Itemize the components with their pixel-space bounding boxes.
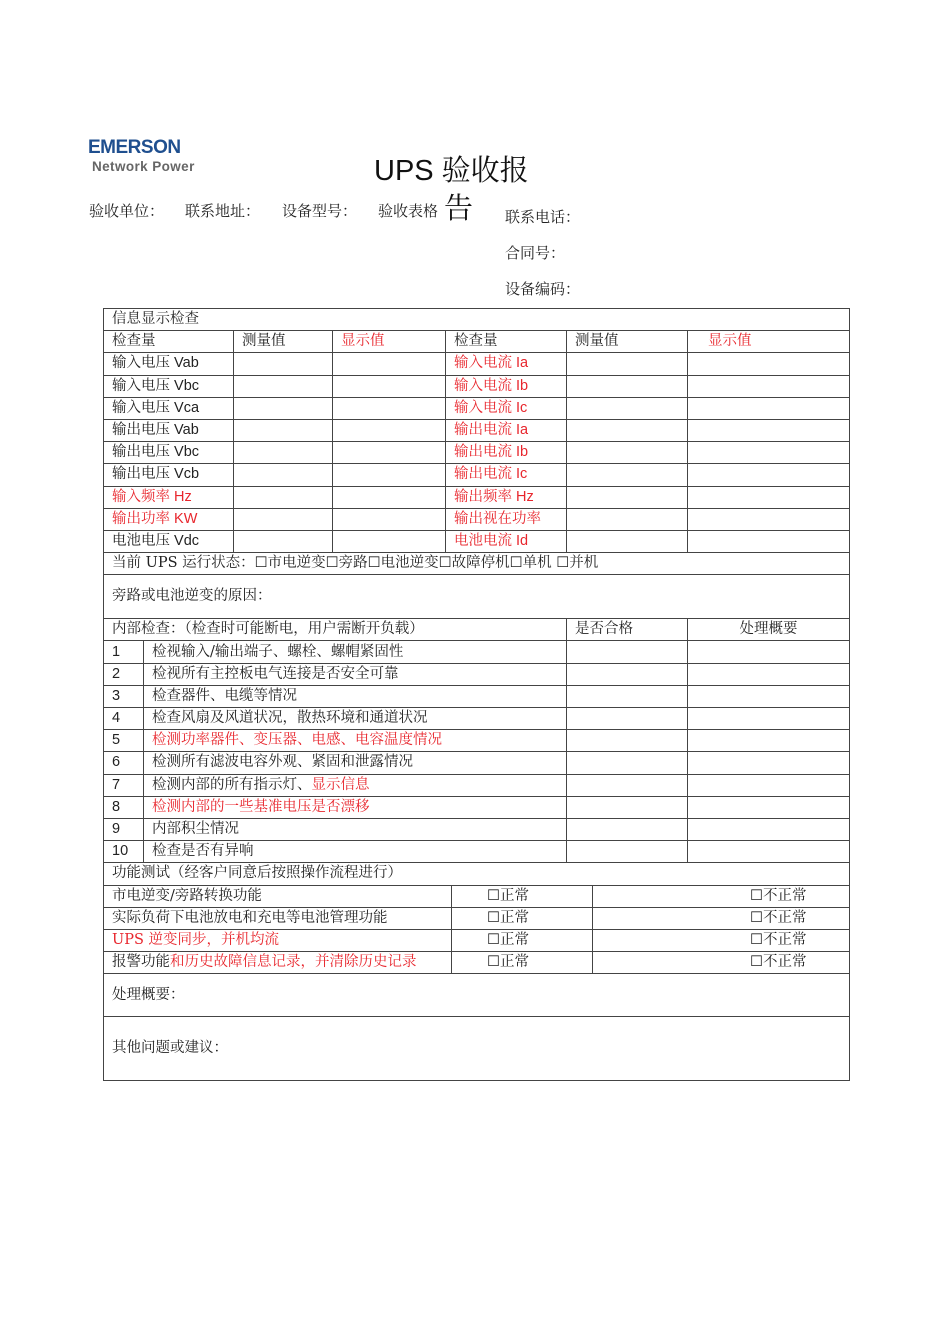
info-row	[104, 353, 850, 375]
info-row	[104, 530, 850, 552]
internal-check-row	[104, 730, 850, 752]
measured-value-right[interactable]	[567, 508, 688, 530]
header-measured-2: 测量值	[567, 331, 688, 353]
equipment-code-label: 设备编码：	[505, 280, 581, 298]
check-item-left: 输出功率 KW	[104, 508, 234, 530]
status-row	[104, 553, 850, 575]
info-section-title: 信息显示检查	[104, 309, 850, 331]
normal-checkbox[interactable]: ☐正常	[452, 907, 593, 929]
info-row	[104, 464, 850, 486]
item-description	[144, 685, 567, 707]
internal-check-row	[104, 708, 850, 730]
pass-cell[interactable]	[567, 841, 688, 863]
measured-value-right[interactable]	[567, 486, 688, 508]
internal-check-row	[104, 685, 850, 707]
item-text: 检测功率器件、变压器、电感、电容温度情况	[152, 732, 442, 749]
item-description	[144, 641, 567, 663]
check-item-left: 输出电压 Vcb	[104, 464, 234, 486]
normal-checkbox[interactable]: ☐正常	[452, 929, 593, 951]
measured-value-right[interactable]	[567, 530, 688, 552]
item-number: 9	[104, 818, 144, 840]
function-test-title: 功能测试（经客户同意后按照操作流程进行）	[104, 863, 850, 885]
header-measured: 测量值	[234, 331, 333, 353]
info-header-row	[104, 331, 850, 353]
measured-value-left[interactable]	[234, 464, 333, 486]
info-row	[104, 397, 850, 419]
item-text: 检测内部的一些基准电压是否漂移	[152, 798, 370, 815]
function-test-row	[104, 952, 850, 974]
info-row	[104, 375, 850, 397]
check-item-left: 输入电压 Vab	[104, 353, 234, 375]
abnormal-checkbox[interactable]: ☐不正常	[593, 885, 850, 907]
item-text-highlight: 显示信息	[311, 776, 370, 793]
pass-cell[interactable]	[567, 663, 688, 685]
item-number: 8	[104, 796, 144, 818]
item-text: 检测所有滤波电容外观、紧固和泄露情况	[152, 754, 413, 771]
other-row	[104, 1017, 850, 1081]
item-text: 内部积尘情况	[152, 821, 239, 838]
check-item-left: 输出电压 Vab	[104, 419, 234, 441]
measured-value-right[interactable]	[567, 397, 688, 419]
displayed-value-left[interactable]	[333, 419, 446, 441]
summary-cell[interactable]	[688, 641, 850, 663]
measured-value-right[interactable]	[567, 419, 688, 441]
pass-cell[interactable]	[567, 774, 688, 796]
internal-check-row	[104, 796, 850, 818]
item-text: 检查器件、电缆等情况	[152, 687, 297, 704]
function-text: 报警功能	[112, 954, 170, 971]
normal-checkbox[interactable]: ☐正常	[452, 885, 593, 907]
internal-check-row	[104, 752, 850, 774]
header-pass: 是否合格	[567, 619, 688, 641]
check-item-right: 输出视在功率	[446, 508, 567, 530]
acceptance-unit-label: 验收单位：	[89, 202, 165, 220]
check-item-right: 电池电流 Id	[446, 530, 567, 552]
func-title-row	[104, 863, 850, 885]
item-number: 3	[104, 685, 144, 707]
ups-run-status[interactable]: 当前 UPS 运行状态：☐市电逆变☐旁路☐电池逆变☐故障停机☐单机 ☐并机	[104, 553, 850, 575]
displayed-value-right[interactable]	[688, 353, 850, 375]
internal-check-title: 内部检查：（检查时可能断电，用户需断开负载）	[104, 619, 567, 641]
emerson-logo: EMERSON	[88, 137, 181, 158]
measured-value-right[interactable]	[567, 464, 688, 486]
processing-summary[interactable]: 处理概要：	[104, 974, 850, 1017]
check-item-right: 输出电流 Ib	[446, 442, 567, 464]
pass-cell[interactable]	[567, 708, 688, 730]
abnormal-checkbox[interactable]: ☐不正常	[593, 929, 850, 951]
displayed-value-left[interactable]	[333, 486, 446, 508]
function-test-row	[104, 885, 850, 907]
pass-cell[interactable]	[567, 818, 688, 840]
header-check-item: 检查量	[104, 331, 234, 353]
internal-check-row	[104, 663, 850, 685]
function-test-item	[104, 885, 452, 907]
internal-check-row	[104, 841, 850, 863]
item-number: 1	[104, 641, 144, 663]
equipment-model-label: 设备型号：	[282, 202, 358, 220]
item-description	[144, 774, 567, 796]
check-item-left: 电池电压 Vdc	[104, 530, 234, 552]
measured-value-left[interactable]	[234, 442, 333, 464]
contact-phone-label: 联系电话：	[505, 208, 581, 226]
other-suggestions[interactable]: 其他问题或建议：	[104, 1017, 850, 1081]
internal-check-row	[104, 774, 850, 796]
contract-number-label: 合同号：	[505, 244, 566, 262]
function-text-highlight: 和历史故障信息记录，并清除历史记录	[170, 954, 417, 971]
item-text: 检查风扇及风道状况，散热环境和通道状况	[152, 710, 428, 727]
abnormal-checkbox[interactable]: ☐不正常	[593, 907, 850, 929]
item-description	[144, 796, 567, 818]
item-text: 检测内部的所有指示灯、	[152, 776, 312, 793]
check-item-left: 输出电压 Vbc	[104, 442, 234, 464]
check-item-right: 输入电流 Ib	[446, 375, 567, 397]
abnormal-checkbox[interactable]: ☐不正常	[593, 952, 850, 974]
internal-check-row	[104, 641, 850, 663]
summary-cell[interactable]	[688, 685, 850, 707]
displayed-value-right[interactable]	[688, 486, 850, 508]
item-description	[144, 663, 567, 685]
displayed-value-right[interactable]	[688, 419, 850, 441]
summary-row	[104, 974, 850, 1017]
displayed-value-right[interactable]	[688, 375, 850, 397]
check-item-right: 输出电流 Ic	[446, 464, 567, 486]
pass-cell[interactable]	[567, 730, 688, 752]
logo-subtitle: Network Power	[92, 159, 195, 174]
function-test-item	[104, 929, 452, 951]
summary-cell[interactable]	[688, 730, 850, 752]
header-displayed-2: 显示值	[688, 331, 850, 353]
check-item-right: 输入电流 Ia	[446, 353, 567, 375]
measured-value-right[interactable]	[567, 353, 688, 375]
item-text: 检查是否有异响	[152, 843, 254, 860]
internal-header-row	[104, 619, 850, 641]
summary-cell[interactable]	[688, 841, 850, 863]
displayed-value-right[interactable]	[688, 442, 850, 464]
item-number: 10	[104, 841, 144, 863]
pass-cell[interactable]	[567, 641, 688, 663]
item-number: 2	[104, 663, 144, 685]
contact-address-label: 联系地址：	[185, 202, 261, 220]
bypass-reason[interactable]: 旁路或电池逆变的原因：	[104, 575, 850, 619]
check-item-left: 输入频率 Hz	[104, 486, 234, 508]
check-item-left: 输入电压 Vbc	[104, 375, 234, 397]
item-description	[144, 730, 567, 752]
summary-cell[interactable]	[688, 796, 850, 818]
info-row	[104, 442, 850, 464]
summary-cell[interactable]	[688, 708, 850, 730]
page-title: UPS 验收报	[374, 155, 529, 187]
displayed-value-right[interactable]	[688, 508, 850, 530]
measured-value-left[interactable]	[234, 397, 333, 419]
item-description	[144, 818, 567, 840]
measured-value-left[interactable]	[234, 375, 333, 397]
displayed-value-left[interactable]	[333, 508, 446, 530]
measured-value-left[interactable]	[234, 486, 333, 508]
item-description	[144, 708, 567, 730]
function-text-highlight: UPS 逆变同步，并机均流	[112, 931, 280, 948]
header-summary: 处理概要	[688, 619, 850, 641]
normal-checkbox[interactable]: ☐正常	[452, 952, 593, 974]
pass-cell[interactable]	[567, 685, 688, 707]
check-item-left: 输入电压 Vca	[104, 397, 234, 419]
pass-cell[interactable]	[567, 752, 688, 774]
check-item-right: 输入电流 Ic	[446, 397, 567, 419]
displayed-value-right[interactable]	[688, 397, 850, 419]
acceptance-report-table	[103, 308, 850, 1081]
displayed-value-left[interactable]	[333, 375, 446, 397]
item-number: 5	[104, 730, 144, 752]
summary-cell[interactable]	[688, 663, 850, 685]
displayed-value-right[interactable]	[688, 464, 850, 486]
item-text: 检视所有主控板电气连接是否安全可靠	[152, 665, 399, 682]
item-number: 4	[104, 708, 144, 730]
function-test-row	[104, 907, 850, 929]
measured-value-right[interactable]	[567, 375, 688, 397]
info-row	[104, 419, 850, 441]
check-item-right: 输出电流 Ia	[446, 419, 567, 441]
displayed-value-left[interactable]	[333, 353, 446, 375]
function-text: 市电逆变/旁路转换功能	[112, 887, 262, 904]
page-title-wrap: 告	[444, 193, 474, 225]
function-test-item	[104, 907, 452, 929]
item-description	[144, 841, 567, 863]
info-row	[104, 486, 850, 508]
summary-cell[interactable]	[688, 774, 850, 796]
function-text: 实际负荷下电池放电和充电等电池管理功能	[112, 909, 388, 926]
displayed-value-left[interactable]	[333, 442, 446, 464]
summary-cell[interactable]	[688, 818, 850, 840]
function-test-row	[104, 929, 850, 951]
measured-value-left[interactable]	[234, 353, 333, 375]
acceptance-form-label: 验收表格	[378, 202, 439, 220]
displayed-value-left[interactable]	[333, 397, 446, 419]
measured-value-left[interactable]	[234, 508, 333, 530]
measured-value-left[interactable]	[234, 530, 333, 552]
check-item-right: 输出频率 Hz	[446, 486, 567, 508]
displayed-value-right[interactable]	[688, 530, 850, 552]
measured-value-left[interactable]	[234, 419, 333, 441]
header-displayed: 显示值	[333, 331, 446, 353]
displayed-value-left[interactable]	[333, 464, 446, 486]
reason-row	[104, 575, 850, 619]
internal-check-row	[104, 818, 850, 840]
function-test-item	[104, 952, 452, 974]
item-number: 7	[104, 774, 144, 796]
info-row	[104, 508, 850, 530]
item-number: 6	[104, 752, 144, 774]
summary-cell[interactable]	[688, 752, 850, 774]
item-text: 检视输入/输出端子、螺栓、螺帽紧固性	[152, 643, 404, 660]
pass-cell[interactable]	[567, 796, 688, 818]
measured-value-right[interactable]	[567, 442, 688, 464]
header-check-item-2: 检查量	[446, 331, 567, 353]
item-description	[144, 752, 567, 774]
displayed-value-left[interactable]	[333, 530, 446, 552]
